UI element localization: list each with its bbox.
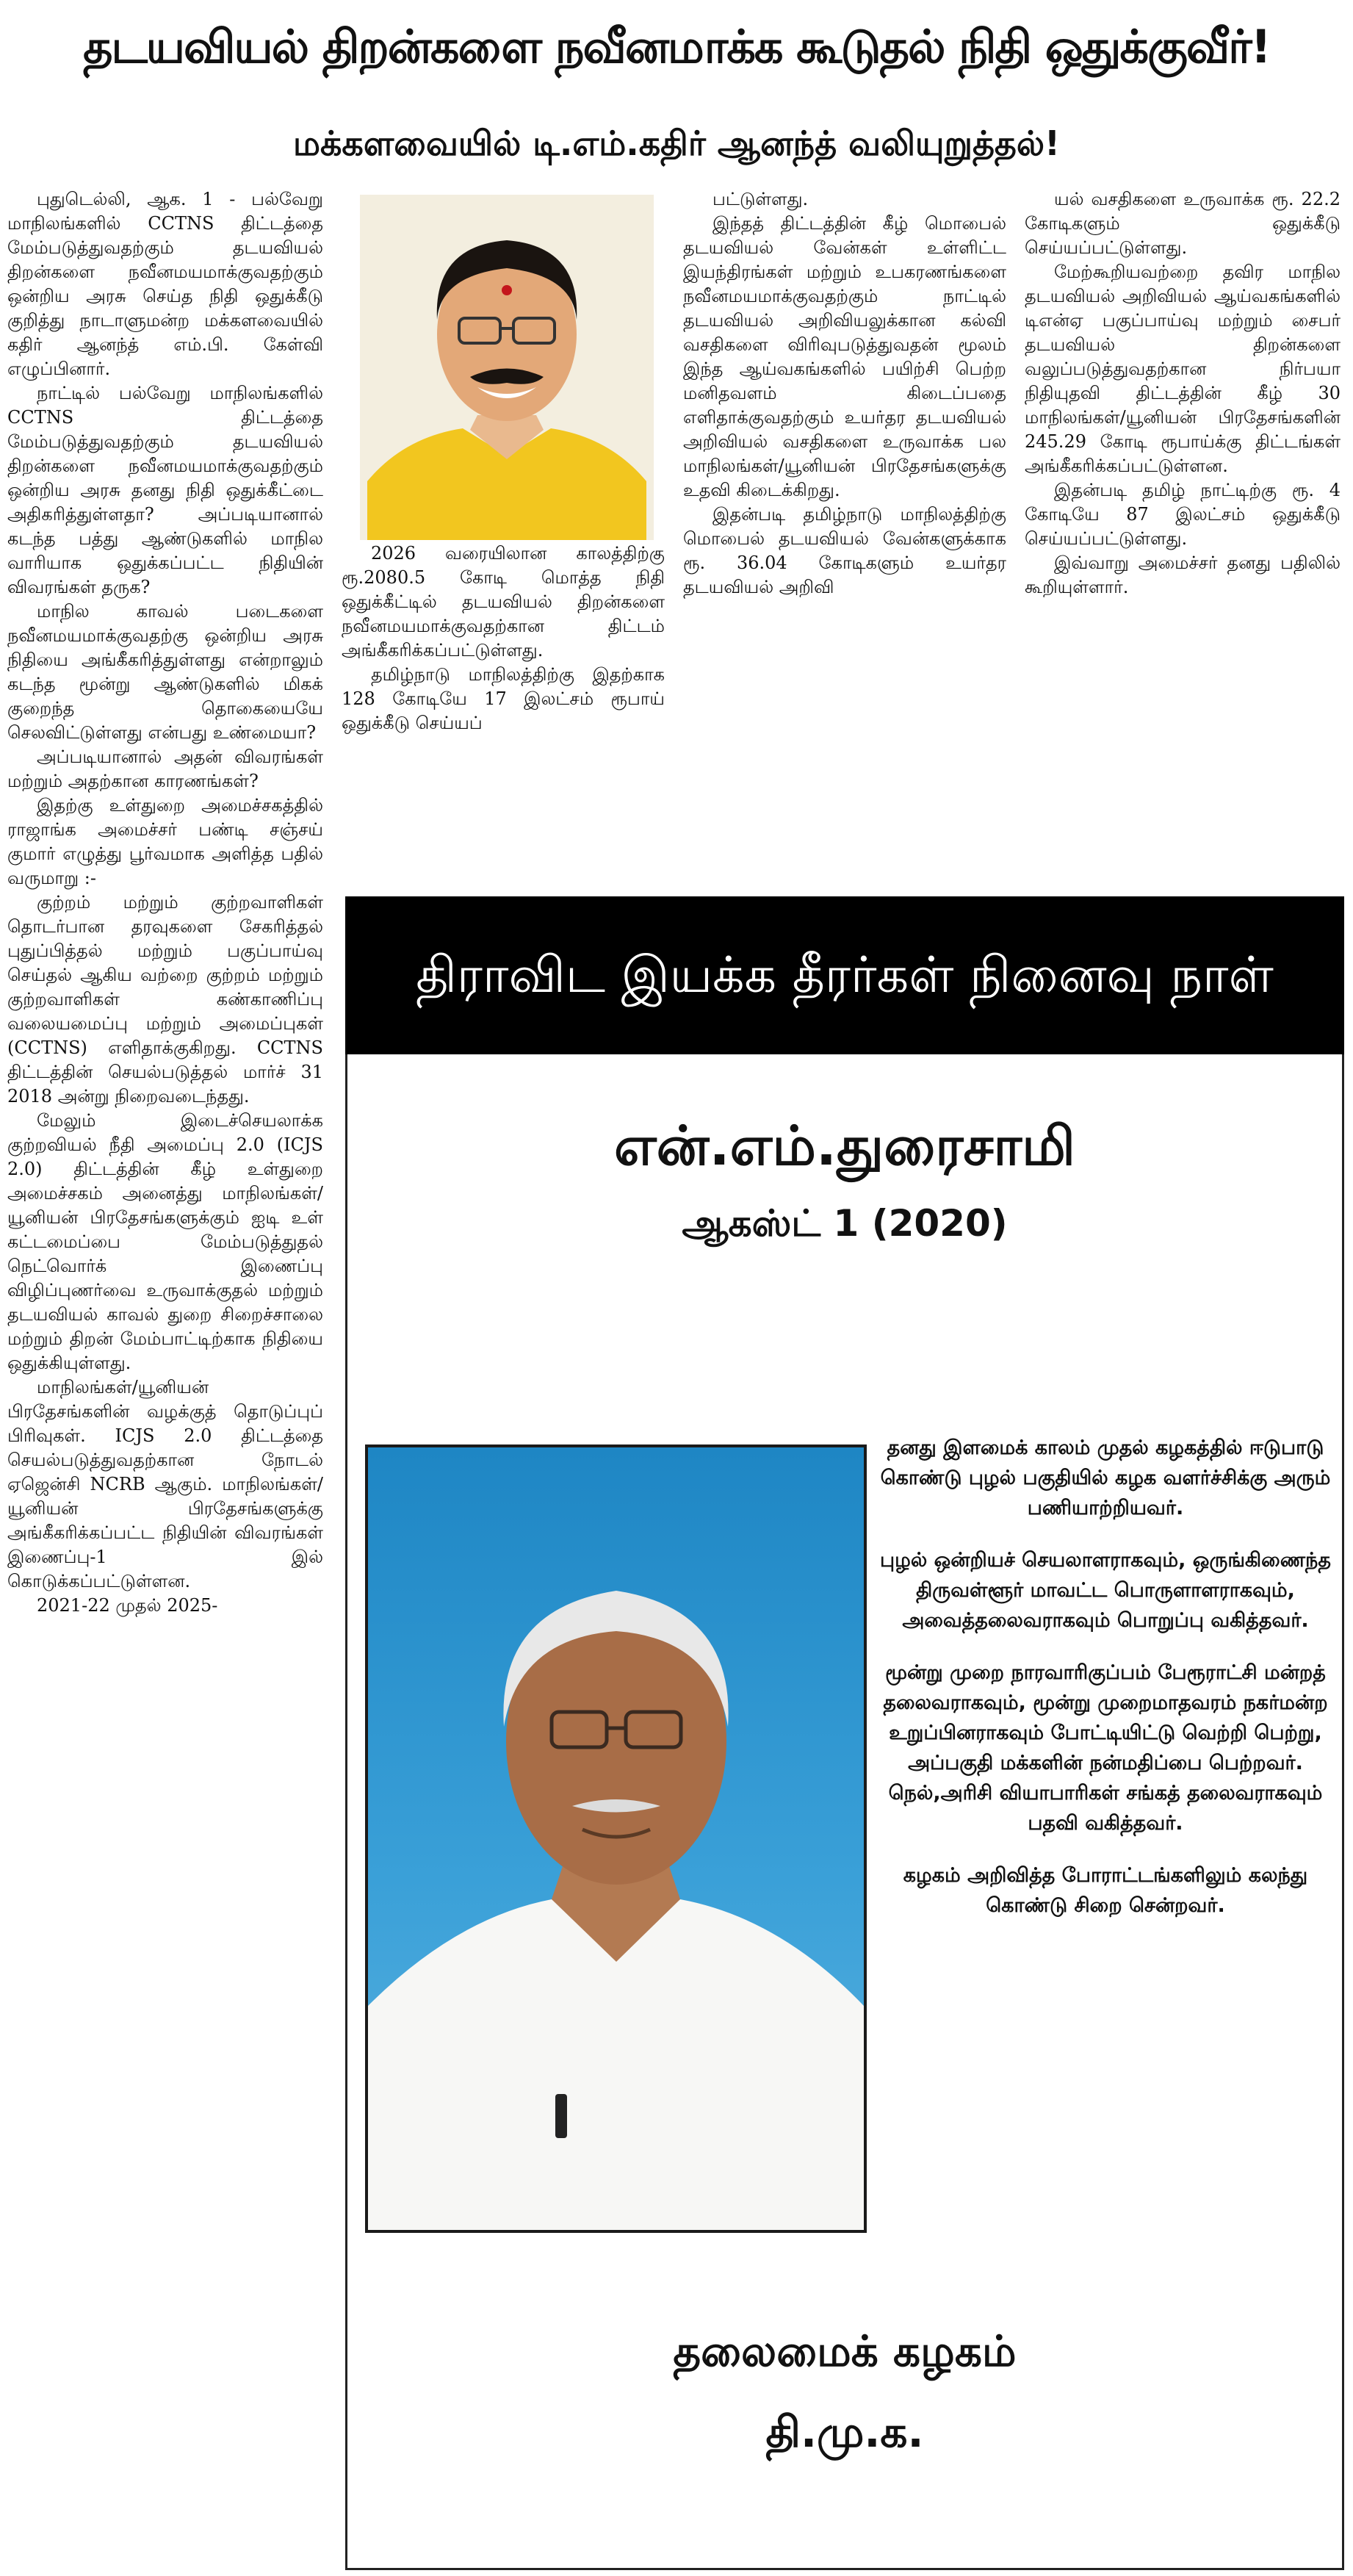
memorial-banner: திராவிட இயக்க தீரர்கள் நினைவு நாள் — [345, 896, 1344, 1054]
portrait-photo — [360, 195, 654, 540]
paragraph: இவ்வாறு அமைச்சர் தனது பதிலில் கூறியுள்ளார். — [1025, 553, 1341, 597]
paragraph: இதற்கு உள்துறை அமைச்சகத்தில் ராஜாங்க அமைச்சர் பண்டி சஞ்சய் குமார் எழுத்து பூர்வமாக அளித்த பதில் வருமாறு :- — [7, 795, 323, 888]
bio-paragraph: கழகம் அறிவித்த போராட்டங்களிலும் கலந்து கொண்டு சிறை சென்றவர். — [903, 1864, 1308, 1917]
article-column-3 — [683, 187, 1006, 891]
paragraph: அப்படியானால் அதன் விவரங்கள் மற்றும் அதற்கான காரணங்கள்? — [7, 746, 323, 791]
paragraph: 2021-22 முதல் 2025- — [37, 1595, 218, 1616]
memorial-signature-line-2: தி.மு.க. — [765, 2407, 924, 2457]
memorial-photo — [365, 1444, 867, 2233]
memorial-date: ஆகஸ்ட் 1 (2020) — [682, 1202, 1008, 1245]
headline: தடயவியல் திறன்களை நவீனமாக்க கூடுதல் நிதி ஒதுக்குவீர்! — [83, 20, 1270, 73]
memorial-biography — [874, 1433, 1337, 2219]
paragraph: குற்றம் மற்றும் குற்றவாளிகள் தொடர்பான தரவுகளை சேகரித்தல் புதுப்பித்தல் மற்றும் பகுப்பாய்வு செய்தல் ஆகிய வற்றை குற்றம் மற்றும் குற்றவாளிகள் கண்காணிப்பு வலையமைப்பு மற்றும் அமைப்புகள் (CCTNS) எளிதாக்குகிறது. CCTNS திட்டத்தின் செயல்படுத்தல் மார்ச் 31 2018 அன்று நிறைவடைந்தது. — [7, 892, 323, 1107]
article-column-1 — [7, 187, 323, 2572]
bio-paragraph: தனது இளமைக் காலம் முதல் கழகத்தில் ஈடுபாடு கொண்டு புழல் பகுதியில் கழக வளர்ச்சிக்கு அரும் பணியாற்றியவர். — [880, 1436, 1331, 1519]
paragraph: மேற்கூறியவற்றை தவிர மாநில தடயவியல் அறிவியல் ஆய்வகங்களில் டிஎன்ஏ பகுப்பாய்வு மற்றும் சைபர் தடயவியல் திறன்களை வலுப்படுத்துவதற்கான நிர்பயா நிதியுதவி திட்டத்தின் கீழ் 30 மாநிலங்கள்/யூனியன் பிரதேசங்களின் 245.29 கோடி ரூபாய்க்கு திட்டங்கள் அங்கீகரிக்கப்பட்டுள்ளன. — [1025, 262, 1341, 476]
paragraph: மேலும் இடைச்செயலாக்க குற்றவியல் நீதி அமைப்பு 2.0 (ICJS 2.0) திட்டத்தின் கீழ் உள்துறை அமைச்சகம் அனைத்து மாநிலங்கள்/யூனியன் பிரதேசங்களுக்கும் ஐடி உள் கட்டமைப்பை மேம்படுத்துதல் நெட்வொர்க் இணைப்பு விழிப்புணர்வை உருவாக்குதல் மற்றும் தடயவியல் காவல் துறை சிறைச்சாலை மற்றும் திறன் மேம்பாட்டிற்காக நிதியை ஒதுக்கியுள்ளது. — [7, 1110, 323, 1373]
paragraph: நாட்டில் பல்வேறு மாநிலங்களில் CCTNS திட்டத்தை மேம்படுத்துவதற்கும் தடயவியல் திறன்களை நவீனமயமாக்குவதற்கும் ஒன்றிய அரசு தனது நிதி ஒதுக்கீட்டை அதிகரித்துள்ளதா? அப்படியானால் கடந்த பத்து ஆண்டுகளில் மாநில வாரியாக ஒதுக்கப்பட்ட நிதியின் விவரங்கள் தருக? — [7, 383, 323, 597]
portrait-illustration — [360, 195, 654, 540]
article-column-4 — [1025, 187, 1341, 891]
article-column-2 — [342, 542, 665, 891]
paragraph: 2026 வரையிலான காலத்திற்கு ரூ.2080.5 கோடி மொத்த நிதி ஒதுக்கீட்டில் தடயவியல் திறன்களை நவீனமயமாக்குவதற்கான திட்டம் அங்கீகரிக்கப்பட்டுள்ளது. — [342, 543, 665, 661]
bio-paragraph: மூன்று முறை நாரவாரிகுப்பம் பேரூராட்சி மன்றத் தலைவராகவும், மூன்று முறைமாதவரம் நகர்மன்ற உறுப்பினராகவும் போட்டியிட்டு வெற்றி பெற்று, அப்பகுதி மக்களின் நன்மதிப்பை பெற்றவர். நெல்,அரிசி வியாபாரிகள் சங்கத் தலைவராகவும் பதவி வகித்தவர். — [883, 1661, 1328, 1835]
paragraph: மாநில காவல் படைகளை நவீனமயமாக்குவதற்கு ஒன்றிய அரசு நிதியை அங்கீகரித்துள்ளது என்றாலும் கடந்த மூன்று ஆண்டுகளில் மிகக் குறைந்த தொகையையே செலவிட்டுள்ளது என்பது உண்மையா? — [7, 601, 323, 743]
memorial-signature-line-1: தலைமைக் கழகம் — [673, 2326, 1017, 2376]
paragraph: இதன்படி தமிழ் நாட்டிற்கு ரூ. 4 கோடியே 87 இலட்சம் ஒதுக்கீடு செய்யப்பட்டுள்ளது. — [1025, 480, 1341, 549]
memorial-portrait-illustration — [368, 1447, 864, 2230]
paragraph: மாநிலங்கள்/யூனியன் பிரதேசங்களின் வழக்குத் தொடுப்புப் பிரிவுகள். ICJS 2.0 திட்டத்தை செயல்படுத்துவதற்கான நோடல் ஏஜென்சி NCRB ஆகும். மாநிலங்கள்/யூனியன் பிரதேசங்களுக்கு அங்கீகரிக்கப்பட்ட நிதியின் விவரங்கள் இணைப்பு-1 இல் கொடுக்கப்பட்டுள்ளன. — [7, 1377, 323, 1591]
bio-paragraph: புழல் ஒன்றியச் செயலாளராகவும், ஒருங்கிணைந்த திருவள்ளூர் மாவட்ட பொருளாளராகவும், அவைத்தலைவராகவும் பொறுப்பு வகித்தவர். — [880, 1549, 1331, 1632]
paragraph: பட்டுள்ளது. — [712, 189, 809, 209]
paragraph: இந்தத் திட்டத்தின் கீழ் மொபைல் தடயவியல் வேன்கள் உள்ளிட்ட இயந்திரங்கள் மற்றும் உபகரணங்களை நவீனமயமாக்குவதற்கும் நாட்டில் தடயவியல் அறிவியலுக்கான கல்வி வசதிகளை விரிவுபடுத்துவதன் மூலம் இந்த ஆய்வகங்களில் பயிற்சி பெற்ற மனிதவளம் கிடைப்பதை எளிதாக்குவதற்கும் உயர்தர தடயவியல் அறிவியல் வசதிகளை உருவாக்க பல மாநிலங்கள்/யூனியன் பிரதேசங்களுக்கு உதவி கிடைக்கிறது. — [683, 213, 1006, 500]
subheadline: மக்களவையில் டி.எம்.கதிர் ஆனந்த் வலியுறுத்தல்! — [292, 123, 1061, 163]
paragraph: இதன்படி தமிழ்நாடு மாநிலத்திற்கு மொபைல் தடயவியல் வேன்களுக்காக ரூ. 36.04 கோடிகளும் உயர்தர தடயவியல் அறிவி — [683, 504, 1006, 597]
paragraph: தமிழ்நாடு மாநிலத்திற்கு இதற்காக 128 கோடியே 17 இலட்சம் ரூபாய் ஒதுக்கீடு செய்யப் — [342, 664, 665, 733]
paragraph: யல் வசதிகளை உருவாக்க ரூ. 22.2 கோடிகளும் ஒதுக்கீடு செய்யப்பட்டுள்ளது. — [1025, 189, 1341, 258]
memorial-name: என்.எம்.துரைசாமி — [614, 1115, 1075, 1178]
paragraph: புதுடெல்லி, ஆக. 1 - பல்வேறு மாநிலங்களில் CCTNS திட்டத்தை மேம்படுத்துவதற்கும் தடயவியல் திறன்களை நவீனமயமாக்குவதற்கும் ஒன்றிய அரசு செய்த நிதி ஒதுக்கீடு குறித்து நாடாளுமன்ற மக்களவையில் கதிர் ஆனந்த் எம்.பி. கேள்வி எழுப்பினார். — [7, 189, 323, 379]
